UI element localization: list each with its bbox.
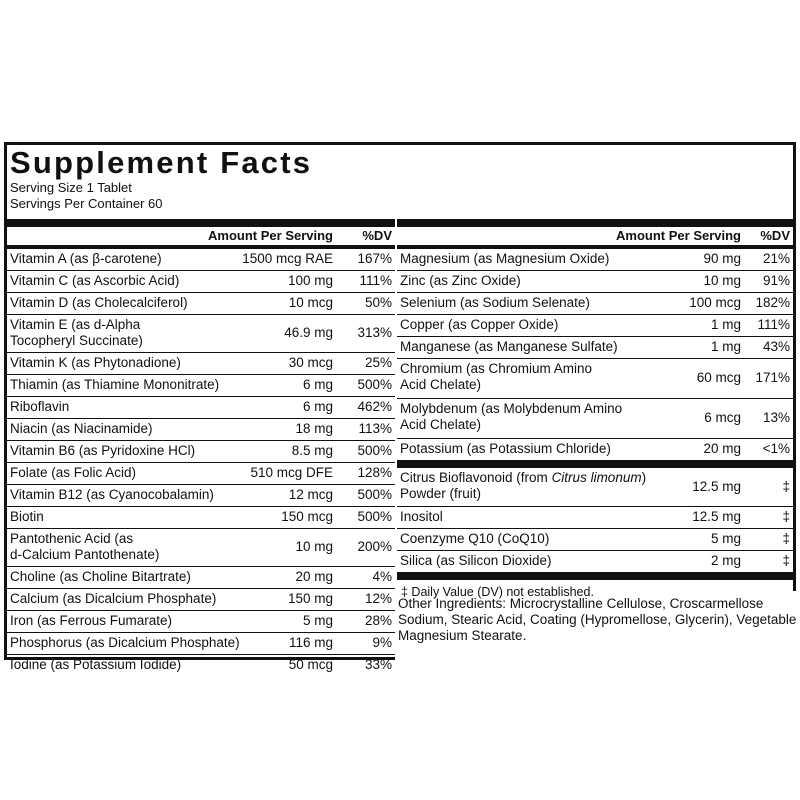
- nutrient-name: [400, 470, 646, 502]
- nutrient-amount: 90 mg: [703, 251, 741, 266]
- panel-right-border: [793, 142, 796, 591]
- nutrient-row: [7, 463, 395, 485]
- nutrient-name-line: Iron (as Ferrous Fumarate): [10, 613, 173, 628]
- nutrient-row: [397, 271, 793, 293]
- nutrient-row: [397, 439, 793, 460]
- nutrient-row: [7, 611, 395, 633]
- nutrient-name: [10, 377, 219, 393]
- nutrient-row: [397, 507, 793, 529]
- nutrient-name: [10, 443, 195, 459]
- nutrient-name-line: Coenzyme Q10 (CoQ10): [400, 531, 550, 546]
- nutrient-name-line: Tocopheryl Succinate): [10, 333, 143, 348]
- nutrient-amount: 20 mg: [295, 569, 333, 584]
- nutrient-name-line: Vitamin K (as Phytonadione): [10, 355, 181, 370]
- nutrient-name-line: Potassium (as Potassium Chloride): [400, 441, 611, 456]
- nutrient-name-line: Iodine (as Potassium Iodide): [10, 657, 182, 672]
- nutrient-name-line: Vitamin C (as Ascorbic Acid): [10, 273, 180, 288]
- nutrient-name: [400, 509, 443, 525]
- right-nutrient-column: [397, 219, 793, 600]
- nutrient-name: [10, 273, 179, 289]
- nutrient-name-line: Vitamin B6 (as Pyridoxine HCl): [10, 443, 196, 458]
- amount-header: Amount Per Serving: [616, 228, 741, 243]
- nutrient-name: [10, 591, 216, 607]
- nutrient-name: [400, 273, 521, 289]
- nutrient-amount: 46.9 mg: [284, 325, 333, 340]
- nutrient-row: [397, 551, 793, 572]
- nutrient-name-line: Silica (as Silicon Dioxide): [400, 553, 552, 568]
- nutrient-name-line: Acid Chelate): [400, 417, 482, 432]
- nutrient-row: [397, 468, 793, 507]
- nutrient-row: [7, 507, 395, 529]
- nutrient-amount: 12 mcg: [288, 487, 333, 502]
- nutrient-dv: 500%: [357, 443, 392, 458]
- nutrient-row: [397, 337, 793, 359]
- nutrient-name: [400, 251, 609, 267]
- nutrient-name-line: Thiamin (as Thiamine Mononitrate): [10, 377, 220, 392]
- nutrient-dv: 313%: [357, 325, 392, 340]
- right-other-ingredient-rows: [397, 468, 793, 572]
- nutrient-dv: 500%: [357, 487, 392, 502]
- nutrient-amount: 150 mcg: [281, 509, 333, 524]
- nutrient-name: [400, 295, 590, 311]
- right-column-header: [397, 227, 793, 245]
- nutrient-dv: 462%: [357, 399, 392, 414]
- header-rule: [7, 219, 395, 227]
- nutrient-row: [397, 359, 793, 399]
- nutrient-name: [400, 361, 592, 393]
- nutrient-name: [400, 531, 549, 547]
- nutrient-amount: 510 mcg DFE: [250, 465, 333, 480]
- nutrient-name: [10, 509, 44, 525]
- nutrient-amount: 1500 mcg RAE: [242, 251, 333, 266]
- nutrient-dv: 43%: [762, 339, 790, 354]
- nutrient-dv: 167%: [357, 251, 392, 266]
- nutrient-row: [7, 441, 395, 463]
- nutrient-amount: 10 mg: [295, 539, 333, 554]
- section-rule: [397, 460, 793, 468]
- nutrient-dv: 200%: [357, 539, 392, 554]
- nutrient-name: [10, 399, 69, 415]
- nutrient-name-line: Calcium (as Dicalcium Phosphate): [10, 591, 217, 606]
- nutrient-name: [10, 295, 188, 311]
- nutrient-name: [400, 441, 611, 457]
- nutrient-name-line: Niacin (as Niacinamide): [10, 421, 153, 436]
- nutrient-name: [10, 657, 181, 673]
- nutrient-amount: 60 mcg: [696, 370, 741, 385]
- amount-header: Amount Per Serving: [208, 228, 333, 243]
- nutrient-row: [7, 353, 395, 375]
- panel-title: Supplement Facts: [10, 145, 313, 180]
- nutrient-amount: 50 mcg: [288, 657, 333, 672]
- nutrient-name-line: Zinc (as Zinc Oxide): [400, 273, 521, 288]
- nutrient-amount: 1 mg: [710, 317, 741, 332]
- nutrient-name-line: Riboflavin: [10, 399, 70, 414]
- nutrient-dv: 113%: [358, 421, 392, 436]
- nutrient-row: [397, 529, 793, 551]
- nutrient-name: [400, 339, 618, 355]
- nutrient-dv: <1%: [762, 441, 790, 456]
- nutrient-name-line: Citrus Bioflavonoid (from Citrus limonum): [400, 470, 647, 485]
- nutrient-name: [10, 487, 214, 503]
- nutrient-dv: 13%: [762, 410, 790, 425]
- nutrient-name-line: d-Calcium Pantothenate): [10, 547, 160, 562]
- nutrient-row: [7, 271, 395, 293]
- nutrient-name: [400, 553, 552, 569]
- nutrient-amount: 5 mg: [302, 613, 333, 628]
- nutrient-dv: 500%: [357, 509, 392, 524]
- nutrient-name-line: Vitamin B12 (as Cyanocobalamin): [10, 487, 214, 502]
- other-ingredients: Other Ingredients: Microcrystalline Cellulose, Croscarmellose Sodium, Stearic Acid, Coating (Hypromellose, Glycerin), Vegetable Magnesium Stearate.: [398, 596, 797, 643]
- nutrient-dv: 25%: [364, 355, 392, 370]
- nutrient-row: [7, 397, 395, 419]
- nutrient-name-line: Magnesium (as Magnesium Oxide): [400, 251, 610, 266]
- nutrient-name: [10, 635, 240, 651]
- nutrient-row: [7, 529, 395, 567]
- nutrient-name-line: Pantothenic Acid (as: [10, 531, 134, 546]
- nutrient-dv: 500%: [357, 377, 392, 392]
- servings-per-container: Servings Per Container 60: [10, 196, 163, 211]
- nutrient-name: [10, 613, 172, 629]
- nutrient-dv: 33%: [364, 657, 392, 672]
- nutrient-name-line: Phosphorus (as Dicalcium Phosphate): [10, 635, 240, 650]
- nutrient-amount: 18 mg: [295, 421, 333, 436]
- left-nutrient-column: [7, 219, 395, 676]
- nutrient-dv: 21%: [762, 251, 790, 266]
- nutrient-amount: 150 mg: [287, 591, 333, 606]
- nutrient-dv: 28%: [364, 613, 392, 628]
- nutrient-amount: 100 mcg: [689, 295, 741, 310]
- nutrient-amount: 30 mcg: [288, 355, 333, 370]
- nutrient-row: [397, 315, 793, 337]
- nutrient-amount: 10 mcg: [288, 295, 333, 310]
- nutrient-amount: 6 mcg: [704, 410, 741, 425]
- dv-footnote: ‡ Daily Value (DV) not established.: [401, 585, 594, 599]
- nutrient-dv: 4%: [372, 569, 392, 584]
- nutrient-amount: 20 mg: [703, 441, 741, 456]
- nutrient-row: [7, 419, 395, 441]
- nutrient-name: [400, 317, 558, 333]
- nutrient-name-line: Powder (fruit): [400, 486, 482, 501]
- nutrient-dv: 111%: [757, 317, 790, 332]
- serving-size: Serving Size 1 Tablet: [10, 180, 132, 195]
- nutrient-amount: 12.5 mg: [692, 479, 741, 494]
- nutrient-row: [397, 249, 793, 271]
- nutrient-name-line: Folate (as Folic Acid): [10, 465, 137, 480]
- nutrient-name-line: Molybdenum (as Molybdenum Amino: [400, 401, 623, 416]
- nutrient-row: [7, 567, 395, 589]
- nutrient-amount: 116 mg: [288, 635, 333, 650]
- header-rule: [397, 219, 793, 227]
- nutrient-name: [10, 569, 191, 585]
- nutrient-dv: 128%: [357, 465, 392, 480]
- nutrient-dv: 182%: [755, 295, 790, 310]
- nutrient-row: [7, 249, 395, 271]
- right-nutrient-rows: [397, 249, 793, 460]
- nutrient-row: [7, 633, 395, 655]
- nutrient-amount: 5 mg: [710, 531, 741, 546]
- nutrient-row: [7, 589, 395, 611]
- nutrient-name-line: Inositol: [400, 509, 443, 524]
- nutrient-row: [7, 293, 395, 315]
- left-column-header: [7, 227, 395, 245]
- nutrient-name: [10, 317, 143, 349]
- nutrient-dv: ‡: [782, 479, 790, 494]
- nutrient-dv: ‡: [782, 531, 790, 546]
- nutrient-name-line: Chromium (as Chromium Amino: [400, 361, 593, 376]
- nutrient-amount: 6 mg: [302, 399, 333, 414]
- nutrient-dv: 91%: [762, 273, 790, 288]
- nutrient-name-line: Copper (as Copper Oxide): [400, 317, 559, 332]
- nutrient-name: [10, 251, 162, 267]
- nutrient-dv: 111%: [359, 273, 392, 288]
- nutrient-amount: 100 mg: [287, 273, 333, 288]
- nutrient-amount: 8.5 mg: [291, 443, 333, 458]
- nutrient-dv: 9%: [372, 635, 392, 650]
- nutrient-dv: ‡: [782, 509, 790, 524]
- dv-header: %DV: [760, 228, 790, 243]
- nutrient-amount: 1 mg: [710, 339, 741, 354]
- nutrient-name: [10, 421, 153, 437]
- nutrient-dv: 50%: [364, 295, 392, 310]
- nutrient-amount: 10 mg: [703, 273, 741, 288]
- nutrient-row: [397, 293, 793, 315]
- nutrient-name-line: Vitamin E (as d-Alpha: [10, 317, 141, 332]
- nutrient-name: [10, 465, 136, 481]
- dv-header: %DV: [362, 228, 392, 243]
- nutrient-name-line: Manganese (as Manganese Sulfate): [400, 339, 618, 354]
- footnote-rule: [397, 572, 793, 580]
- nutrient-row: [7, 375, 395, 397]
- nutrient-name-line: Selenium (as Sodium Selenate): [400, 295, 590, 310]
- nutrient-name-line: Choline (as Choline Bitartrate): [10, 569, 191, 584]
- nutrient-row: [397, 399, 793, 439]
- nutrient-amount: 2 mg: [710, 553, 741, 568]
- nutrient-name-line: Vitamin A (as β-carotene): [10, 251, 162, 266]
- nutrient-dv: ‡: [782, 553, 790, 568]
- supplement-facts-panel: [4, 142, 796, 672]
- nutrient-row: [7, 485, 395, 507]
- nutrient-row: [7, 655, 395, 676]
- nutrient-name: [10, 531, 159, 563]
- nutrient-name-line: Acid Chelate): [400, 377, 482, 392]
- nutrient-dv: 12%: [364, 591, 392, 606]
- nutrient-name: [400, 401, 622, 433]
- nutrient-name-line: Vitamin D (as Cholecalciferol): [10, 295, 188, 310]
- nutrient-amount: 12.5 mg: [692, 509, 741, 524]
- nutrient-dv: 171%: [755, 370, 790, 385]
- left-nutrient-rows: [7, 249, 395, 676]
- nutrient-row: [7, 315, 395, 353]
- nutrient-amount: 6 mg: [302, 377, 333, 392]
- nutrient-name: [10, 355, 181, 371]
- nutrient-name-line: Biotin: [10, 509, 44, 524]
